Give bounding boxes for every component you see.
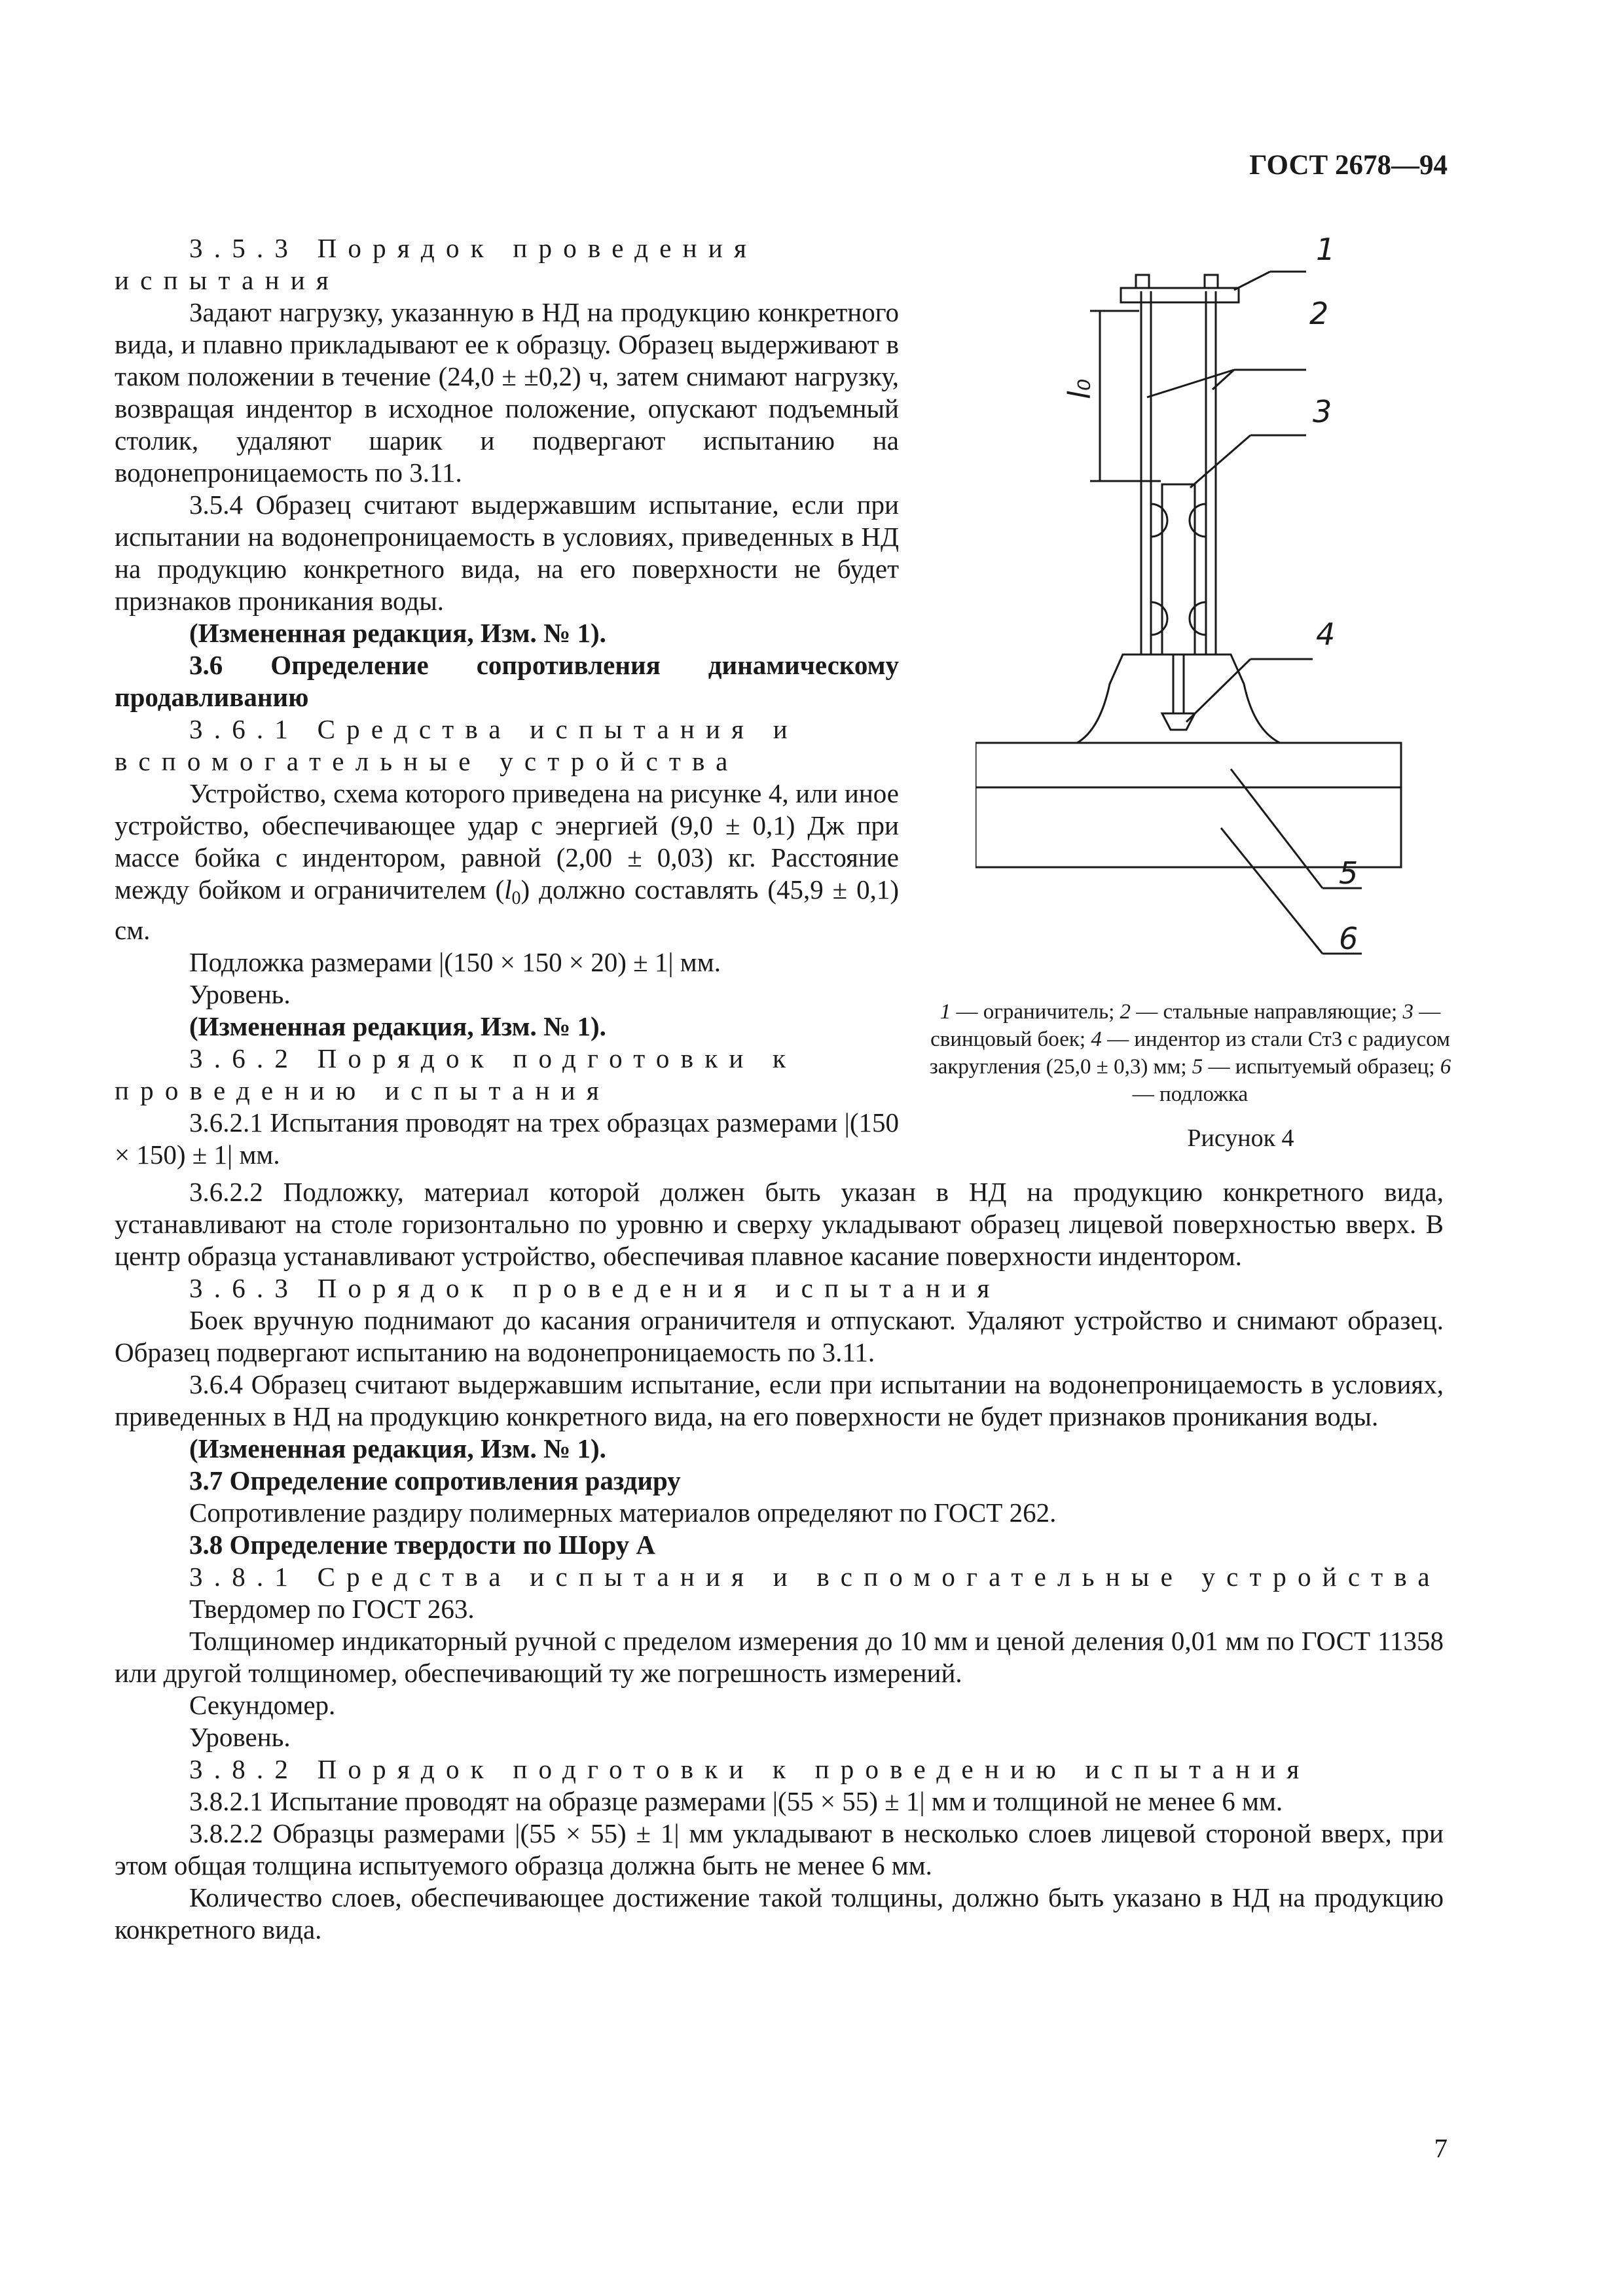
caption-text: — стальные направляющие; bbox=[1131, 1000, 1403, 1024]
lead-striker bbox=[1162, 484, 1195, 655]
paragraph: Толщиномер индикаторный ручной с пределом измерения до 10 мм и ценой деления 0,01 мм по ГОСТ 11358 или другой толщиномер, обеспечивающий ту же погрешность измерений. bbox=[115, 1626, 1444, 1688]
paragraph: Количество слоев, обеспечивающее достижение такой толщины, должно быть указано в НД на продукцию конкретного вида. bbox=[115, 1882, 1444, 1945]
amendment-note: (Измененная редакция, Изм. № 1). bbox=[189, 1433, 606, 1463]
full-width-text bbox=[115, 1176, 1444, 1946]
indenter bbox=[1162, 713, 1195, 730]
caption-text: — индентор из стали Ст3 с радиусом закругления (25,0 ± 0,3) мм; bbox=[929, 1028, 1450, 1079]
page-number: 7 bbox=[1434, 2133, 1448, 2163]
paragraph: 3.5.4 Образец считают выдержавшим испытание, если при испытании на водонепроницаемость в условиях, приведенных в НД на продукцию конкретного вида, на его поверхности не будет признаков проникания воды. bbox=[115, 490, 899, 616]
figure-title: Рисунок 4 bbox=[1187, 1124, 1294, 1152]
callout-4: 4 bbox=[1316, 617, 1336, 652]
callout-5: 5 bbox=[1339, 855, 1359, 891]
paragraph: 3.8.2.1 Испытание проводят на образце размерами |(55 × 55) ± 1| мм и толщиной не менее 6 мм. bbox=[189, 1786, 1283, 1816]
callout-1: 1 bbox=[1316, 232, 1336, 267]
paragraph: Сопротивление раздиру полимерных материалов определяют по ГОСТ 262. bbox=[189, 1498, 1057, 1528]
paragraph: 3.8.2.2 Образцы размерами |(55 × 55) ± 1| мм укладывают в несколько слоев лицевой стороной вверх, при этом общая толщина испытуемого образца должна быть не менее 6 мм. bbox=[115, 1818, 1444, 1880]
caption-num: 2 bbox=[1120, 1000, 1131, 1024]
caption-text: — испытуемый образец; bbox=[1203, 1055, 1440, 1079]
l0-subscript: 0 bbox=[511, 888, 521, 908]
section-heading: 3.7 Определение сопротивления раздиру bbox=[189, 1465, 681, 1496]
section-heading: 3.6 Определение сопротивления динамическому продавливанию bbox=[115, 650, 899, 712]
section-heading: 3.8 Определение твердости по Шору А bbox=[189, 1530, 656, 1560]
amendment-note: (Измененная редакция, Изм. № 1). bbox=[189, 1011, 606, 1041]
callout-2: 2 bbox=[1309, 296, 1329, 331]
caption-num: 3 bbox=[1402, 1000, 1413, 1024]
l0-open: ( bbox=[495, 874, 505, 905]
paragraph: Твердомер по ГОСТ 263. bbox=[189, 1594, 475, 1624]
section-heading: 3.6.2 Порядок подготовки к проведению испытания bbox=[115, 1043, 797, 1105]
caption-num: 1 bbox=[939, 1000, 951, 1024]
caption-text: — подложка bbox=[1132, 1083, 1249, 1106]
dimension-label: l₀ bbox=[1062, 378, 1097, 399]
callout-3: 3 bbox=[1313, 394, 1332, 429]
caption-num: 4 bbox=[1091, 1028, 1102, 1051]
paragraph: Задают нагрузку, указанную в НД на продукцию конкретного вида, и плавно прикладывают ее к образцу. Образец выдерживают в таком положении в течение (24,0 ± ±0,2) ч, затем снимают нагрузку, возвращая индентор в исходное положение, опускают подъемный столик, удаляют шарик и подвергают испытанию на водонепроницаемость по 3.11. bbox=[115, 297, 899, 488]
substrate-block bbox=[976, 743, 1401, 867]
paragraph: 3.6.4 Образец считают выдержавшим испытание, если при испытании на водонепроницаемость в условиях, приведенных в НД на продукцию конкретного вида, на его поверхности не будет признаков проникания воды. bbox=[115, 1369, 1444, 1431]
figure-caption bbox=[928, 998, 1452, 1108]
document-code: ГОСТ 2678—94 bbox=[1249, 150, 1448, 181]
paragraph: Уровень. bbox=[189, 979, 291, 1009]
caption-num: 5 bbox=[1192, 1055, 1203, 1079]
paragraph: Секундомер. bbox=[189, 1690, 336, 1720]
section-heading: 3.6.3 Порядок проведения испытания bbox=[189, 1273, 1001, 1303]
paragraph-text: Устройство, схема которого приведена на рисунке 4, или иное устройство, обеспечивающее удар с энергией (9,0 ± 0,1) Дж при массе бойка с индентором, равной (2,00 ± 0,03) кг. Расстояние между бойком и ограничителем bbox=[115, 778, 899, 905]
l0-rest: ) должно составлять (45,9 ± 0,1) см. bbox=[115, 874, 899, 945]
paragraph bbox=[115, 778, 899, 946]
paragraph: 3.6.2.1 Испытания проводят на трех образцах размерами |(150 × 150) ± 1| мм. bbox=[115, 1107, 899, 1170]
device-schematic bbox=[976, 226, 1467, 992]
caption-num: 6 bbox=[1440, 1055, 1451, 1079]
section-heading: 3.8.1 Средства испытания и вспомогательные устройства bbox=[189, 1562, 1441, 1592]
caption-text: — ограничитель; bbox=[951, 1000, 1120, 1024]
caption-text: — свинцовый боек; bbox=[930, 1000, 1441, 1051]
paragraph: 3.6.2.2 Подложку, материал которой должен быть указан в НД на продукцию конкретного вида, устанавливают на столе горизонтально по уровню и сверху укладывают образец лицевой поверхностью вверх. В центр образца устанавливают устройство, обеспечивая плавное касание поверхности индентором. bbox=[115, 1177, 1444, 1271]
paragraph: Боек вручную поднимают до касания ограничителя и отпускают. Удаляют устройство и снимают образец. Образец подвергают испытанию на водонепроницаемость по 3.11. bbox=[115, 1305, 1444, 1367]
l0-symbol: l bbox=[504, 874, 512, 905]
callout-6: 6 bbox=[1339, 921, 1359, 956]
figure-4-diagram bbox=[976, 226, 1467, 992]
paragraph: Уровень. bbox=[189, 1722, 291, 1752]
narrow-text-column bbox=[115, 232, 899, 1171]
section-heading: 3.5.3 Порядок проведения испытания bbox=[115, 233, 758, 295]
section-heading: 3.6.1 Средства испытания и вспомогательные устройства bbox=[115, 714, 799, 776]
paragraph: Подложка размерами |(150 × 150 × 20) ± 1| мм. bbox=[189, 947, 721, 977]
amendment-note: (Измененная редакция, Изм. № 1). bbox=[189, 618, 606, 648]
section-heading: 3.8.2 Порядок подготовки к проведению испытания bbox=[189, 1754, 1311, 1784]
limiter-plate bbox=[1121, 288, 1239, 302]
